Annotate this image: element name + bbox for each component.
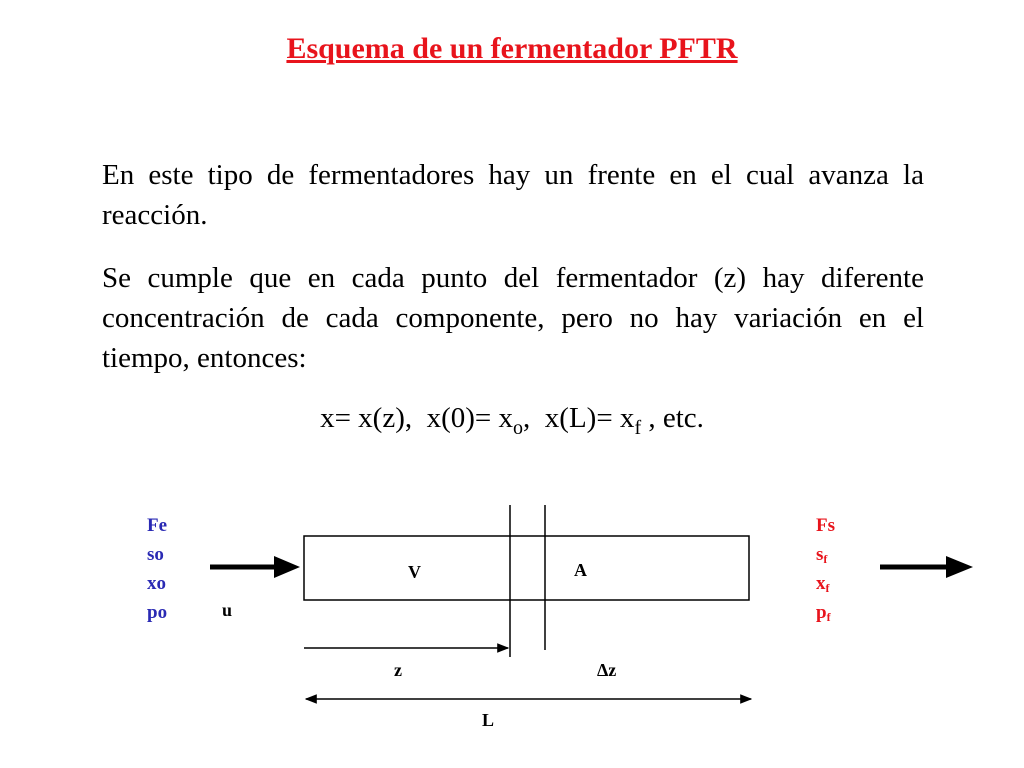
formula-sub-o: o <box>513 417 524 439</box>
inlet-label-product: po <box>147 602 168 623</box>
area-label: A <box>574 560 587 580</box>
outlet-label-biomass: $x_f$ <box>816 573 830 595</box>
velocity-label: u <box>222 600 233 620</box>
delta-z-label: Δz <box>597 660 617 680</box>
inlet-labels <box>147 511 167 627</box>
slide-title: Esquema de un fermentador PFTR <box>286 32 738 65</box>
formula-part-1: x= x(z), x(0)= x <box>320 402 514 434</box>
outlet-label-flow: Fs <box>816 515 835 536</box>
length-label: L <box>482 710 495 730</box>
outlet-arrow <box>880 556 973 578</box>
outlet-label-substrate: $s_f$ <box>816 544 828 566</box>
inlet-arrow <box>210 556 300 578</box>
outlet-label-product: $p_f$ <box>816 602 831 624</box>
inlet-label-substrate: so <box>147 544 164 565</box>
paragraph-front: En este tipo de fermentadores hay un frente en el cual avanza la reacción. <box>102 159 924 231</box>
formula-part-3: , etc. <box>641 402 704 434</box>
reactor-body <box>304 536 749 600</box>
position-label: z <box>394 660 402 680</box>
paragraph-concentration: Se cumple que en cada punto del fermentador (z) hay diferente concentración de cada componente, pero no hay variación en el tiempo, entonces: <box>102 262 924 374</box>
formula-sub-f: f <box>634 417 642 439</box>
volume-label: V <box>408 562 421 582</box>
inlet-label-flow: Fe <box>147 515 168 536</box>
inlet-label-biomass: xo <box>147 573 166 594</box>
formula-part-2: , x(L)= x <box>523 402 635 434</box>
outlet-labels <box>816 511 835 627</box>
